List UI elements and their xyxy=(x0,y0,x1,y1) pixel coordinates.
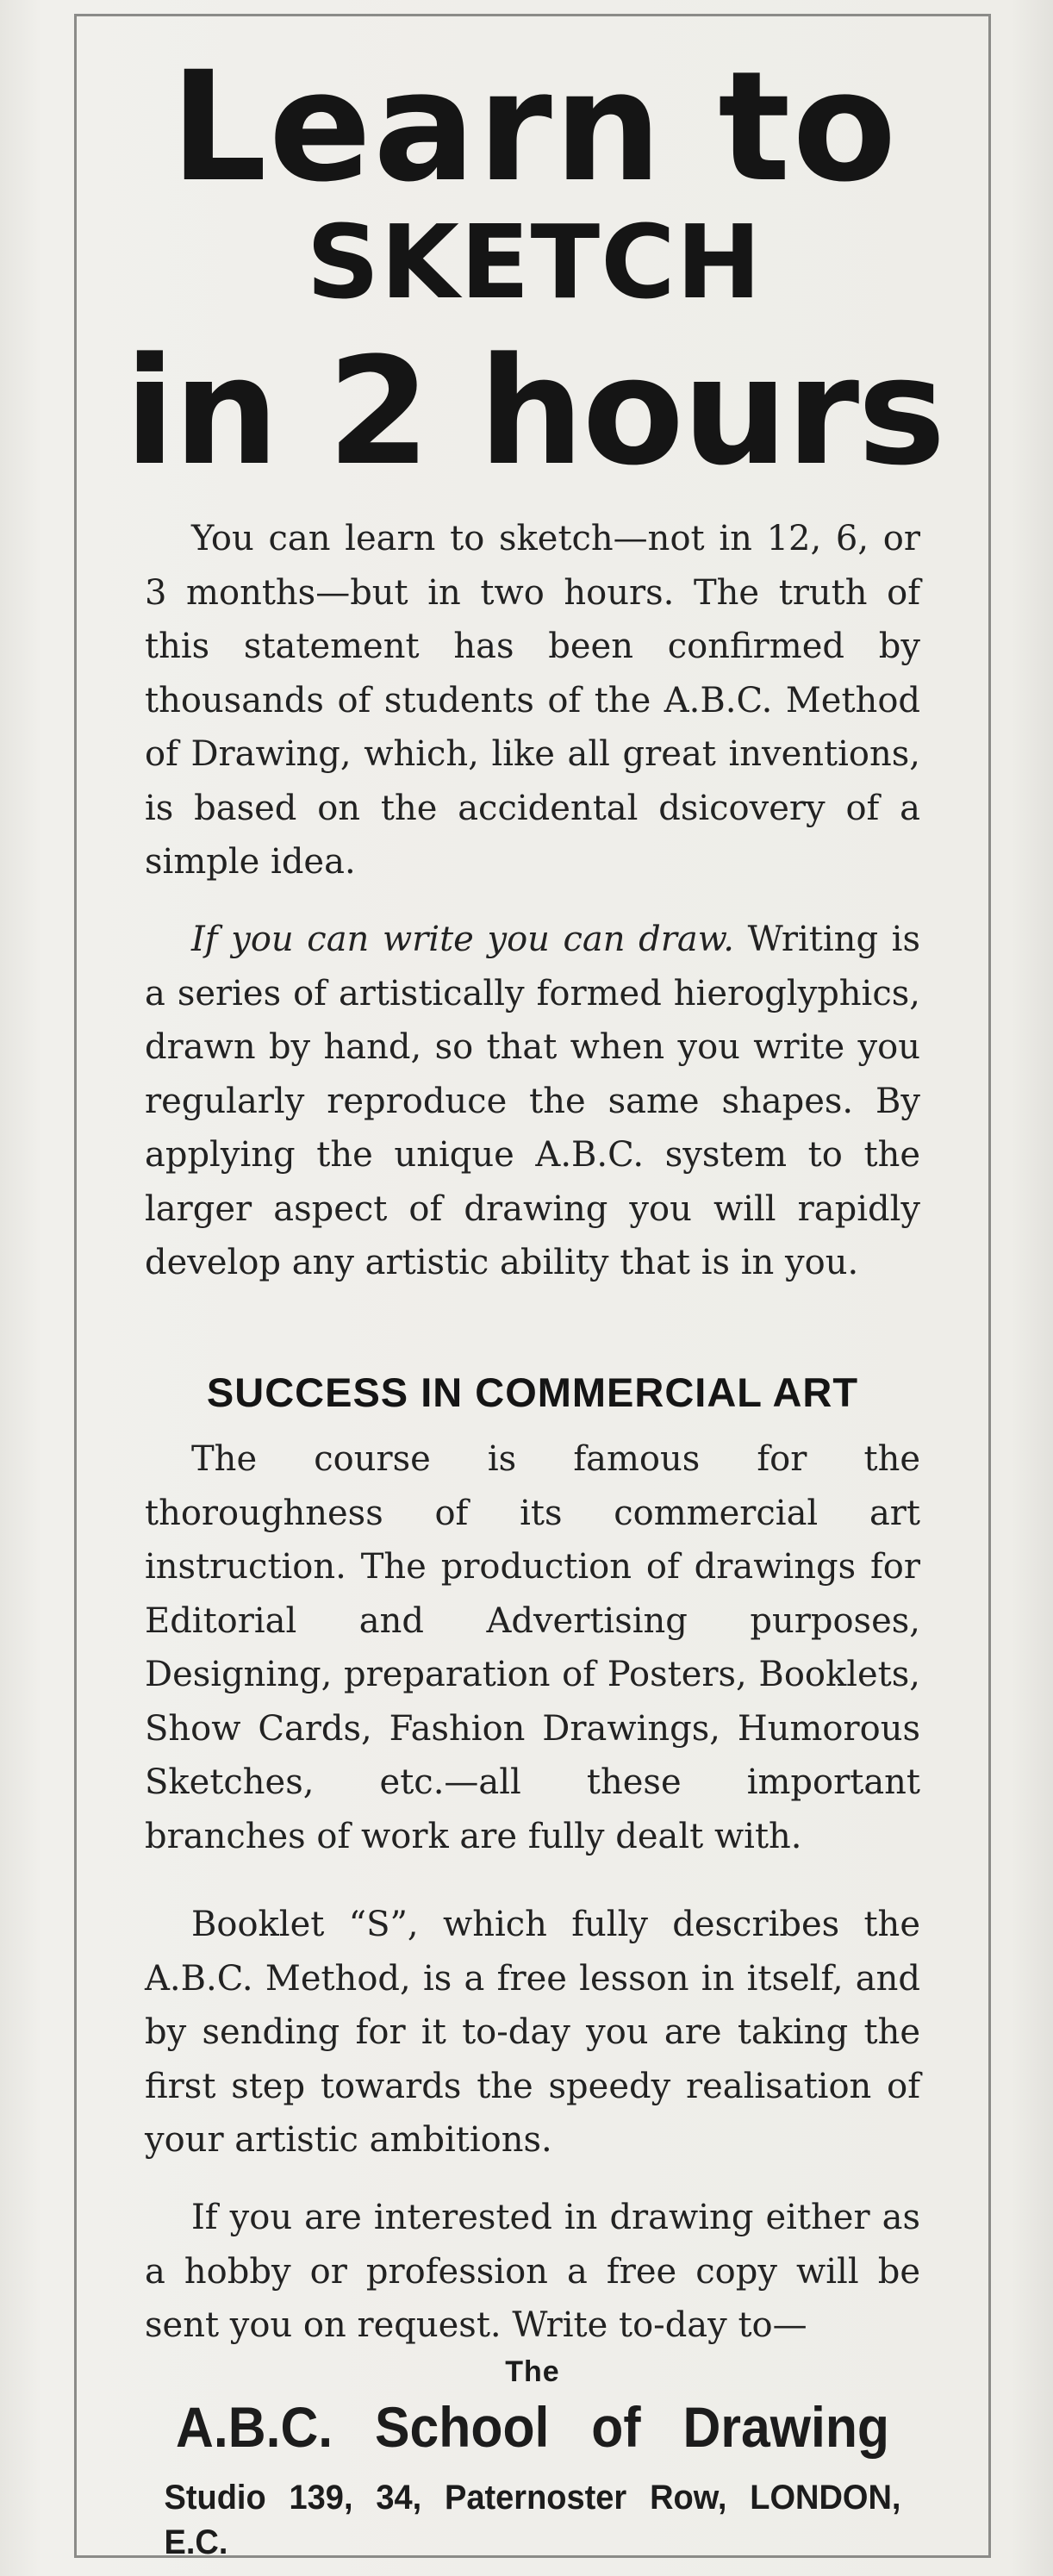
paragraph-intro: You can learn to sketch—not in 12, 6, or 3 months—but in two hours. The truth of this statement has been confirmed by thousands of students of the A.B.C. Method of Drawing, which, like all great inventions, is based on the accidental dsicovery of a simple idea. xyxy=(145,519,920,882)
headline-line-1: Learn to xyxy=(170,39,899,215)
paragraph-write-draw-body: Writing is a series of artistically formed hieroglyphics, drawn by hand, so that when you write you regularly reproduce the same shapes. By applying the unique A.B.C. system to the larger aspect of drawing you will rapidly develop any artistic ability that is in you. xyxy=(145,920,920,1282)
school-name-word: Drawing xyxy=(682,2395,889,2459)
school-name-word: School xyxy=(375,2395,550,2459)
paragraph-commercial-art: The course is famous for the thoroughness of its commercial art instruction. The production of drawings for Editorial and Advertising purposes, Designing, preparation of Posters, Booklets, Show Cards, Fashion Drawings, Humorous Sketches, etc.—all these important branches of work are fully dealt with. xyxy=(145,1439,920,1856)
school-name-word: A.B.C. xyxy=(176,2395,333,2459)
footer-the: The xyxy=(505,2355,560,2388)
paragraph-request: If you are interested in drawing either as a hobby or profession a free copy will be sent you on request. Write to-day to— xyxy=(145,2198,920,2345)
paragraph-write-draw xyxy=(145,913,920,1290)
paragraph-booklet: Booklet “S”, which fully describes the A.B.C. Method, is a free lesson in itself, and by sending for it to-day you are taking the first step towards the speedy realisation of your artistic ambitions. xyxy=(145,1905,920,2160)
headline-line-2: SKETCH xyxy=(306,203,763,321)
headline-line-3: in 2 hours xyxy=(124,325,944,498)
italic-lead: If you can write you can draw. xyxy=(191,920,734,959)
school-address: Studio 139, 34, Paternoster Row, LONDON, E.C. xyxy=(164,2479,901,2561)
section-heading: SUCCESS IN COMMERCIAL ART xyxy=(206,1369,859,1415)
school-name-word: of xyxy=(591,2395,641,2459)
school-name xyxy=(176,2392,889,2461)
